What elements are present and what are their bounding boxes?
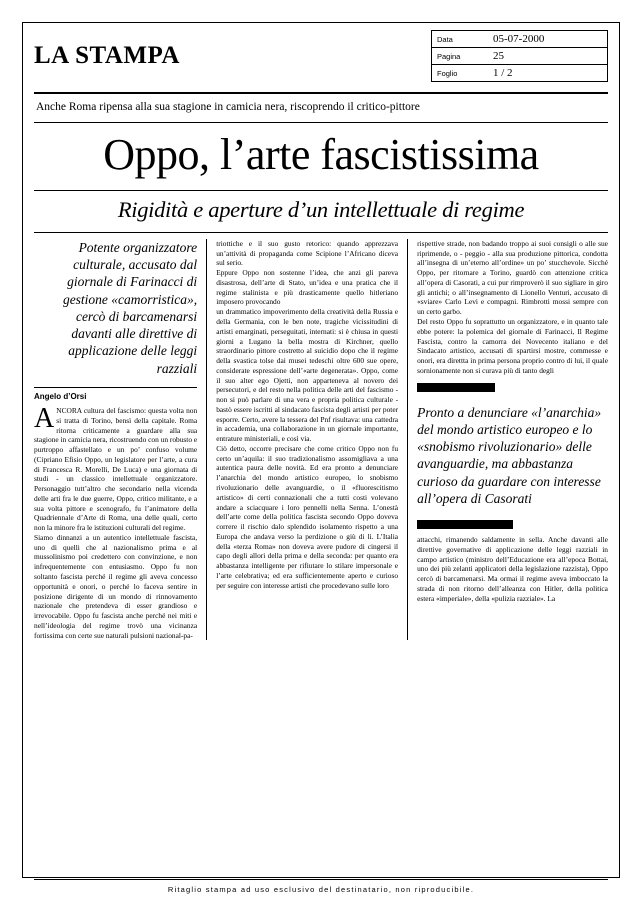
article-columns — [34, 239, 608, 641]
paragraph: rispettive strade, non badando troppo ai suoi consigli o alle sue riprimende, o - peggio - alla sua produzione pittorica, condotta all’insegna di un’eterno all’ordine» un po’ stucchevole. Sicché Oppo, per ritornare a Torino, guardò con attenzione critica all’opera di Casorati, a cui pur rimproverò il suo sigliare in giro gli antichi; o all’insegnamento di Lionello Venturi, accusato di «sviare» Carlo Levi e compagni. Rimbrotti mossi sempre con un certo garbo. — [417, 238, 608, 317]
meta-value-page: 25 — [493, 50, 504, 62]
clipping-meta-box — [431, 30, 608, 82]
meta-value-date: 05-07-2000 — [493, 33, 545, 45]
meta-row-sheet — [432, 65, 607, 81]
meta-label-date: Data — [437, 34, 453, 44]
column-three-body-top — [417, 239, 608, 376]
newspaper-logo: LA STAMPA — [34, 42, 180, 69]
article-subhead: Rigidità e aperture d’un intellettuale di regime — [117, 196, 525, 222]
redaction-bar-bottom — [417, 520, 513, 529]
paragraph: Ciò detto, occorre precisare che come critico Oppo non fu certo un’aquila: il suo tradizionalismo assomigliava a una autentica paura delle novità. Ed era pronto a denunciare l’anarchia del mondo artistico europeo, lo snobismo rivoluzionario delle avanguardie, o il «fluorescitismo artistico» di certi connazionali che a tutti costi volevano andare a sciacquare i loro pennelli nella Senna. L’onestà dell’arte come della politica fascista secondo Oppo doveva correre il rischio dalo splendido isolamento rispetto a una Europa che andava verso la perdizione o giù di lì. L’Italia della «terza Roma» non doveva avere pudore di cingersi il capo degli allori della prima e della seconda: per quanto era abbastanza intelligente per rifiutare lo stilare impersonale e l’arte celebrativa; ed era sufficientemente aperto e curioso per seguire con interesse artisti che procedevano sulle loro — [216, 443, 399, 590]
column-one-body — [34, 403, 198, 640]
page-content — [34, 30, 608, 870]
column-three — [407, 239, 608, 641]
column-two-body — [216, 239, 398, 591]
article-byline: Angelo d’Orsi — [34, 387, 197, 401]
paragraph: Del resto Oppo fu soprattutto un organizzatore, e in quanto tale ebbe potere: la polemica del giornale di Farinacci, Il Regime Fascista, contro la camorra dei Novecento italiano e del Sindacato artistico, accusati di spartirsi mostre, commesse e onori, era direttta in prima persona proprio contro di lui, il quale sornionamente non si curava più di tanto degli — [417, 317, 608, 375]
meta-value-sheet: 1 / 2 — [493, 67, 513, 79]
paragraph: triottiche e il suo gusto retorico: quando apprezzava un’attività di propaganda come Scipione l’Africano diceva sul serio. — [216, 238, 399, 268]
column-three-body-bottom — [417, 535, 608, 603]
meta-row-page — [432, 48, 607, 65]
article-pullquote: Pronto a denunciare «l’anarchia» del mondo artistico europeo e lo «snobismo rivoluzionario» delle avanguardie, ma abbastanza curioso da guardare con interesse all’opera di Casorati — [417, 404, 602, 506]
article-headline: Oppo, l’arte fascistissima — [103, 130, 539, 179]
paragraph: attacchi, rimanendo saldamente in sella. Anche davanti alle direttive governative di applicazione delle leggi razziali in campo artistico (ministro dell’Educazione era all’epoca Bottai, uno dei più zelanti applicatori della legislazione razzista), Oppo cercò di barcamenarsi. Ma ormai il regime aveva imboccato la strada di non ritorno dell’alleanza con Hitler, della politica estera «imperiale», della «pulizia razziale». La — [417, 535, 608, 603]
clipping-footer-note: Ritaglio stampa ad uso esclusivo del destinatario, non riproducibile. — [34, 879, 608, 894]
subhead-divider — [34, 232, 608, 233]
masthead — [34, 30, 608, 90]
redaction-bar-top — [417, 383, 495, 392]
paragraph: ANCORA cultura del fascismo: questa volta non si tratta di Torino, bensì della capitale. Roma ritorna criticamente a guardare alla sua stagione in camicia nera, ricostruendo con un robusto e purtroppo affastellato e un po’ confuso volume (Cipriano Efisio Oppo, un legislatore per l’arte, a cura di Francesca R. Morelli, De Luca) e una giornata di studi - un classico intellettuale organizzatore. Personaggio tutt’altro che secondario nella vicenda delle arti fra le due guerre, Oppo, critico militante, e a sua volta pittore e scenografo, fu l’animatore della Quadriennale d’Arte di Roma, una delle quali, certo non la minore fra le istituzioni culturali del regime. — [34, 403, 198, 533]
article-lead: Potente organizzatore culturale, accusato dal giornale di Farinacci di gestione «camorristica», cercò di barcamenarsi davanti alle direttive di applicazione delle leggi razziali — [62, 239, 198, 376]
paragraph: Eppure Oppo non sostenne l’idea, che anzi gli pareva disastrosa, dell’arte di Stato, un’idea e una pratica che il regime stalinista e più drasticamente quello hitleriano imposero provocando — [216, 268, 399, 307]
meta-label-page: Pagina — [437, 51, 461, 61]
paragraph: Siamo dinnanzi a un autentico intellettuale fascista, uno di quelli che al nazionalismo prima e al mussolinismo poi credettero con convinzione, e non infrequentemente con entusiasmo. Oppo fu non soltanto fascista perché il regime gli aveva concesso opportunità e onori, o perché lo faceva sentire in posizione dirigente di un mondo di rinnovamento nazionale che pretendeva di esser grandioso e irrevocabile. Oppo fu fascista anche perché nei miti e nell’ideologia del regime trovò una vicinanza fortissima con certe sue naturali pulsioni nazional-pa- — [34, 532, 198, 640]
paragraph: un drammatico impoverimento della creatività della Russia e della Germania, con le ben note, tragiche vicissitudini di artisti emarginati, perseguitati, internati: si è chiusa in questi giorni a Lugano la bella mostra di Kirchner, quello straordinario pittore costretto al suicidio dopo che il regime della svastica tolse dai musei tedeschi oltre 600 sue opere, considerate espressione dell’«arte degenerata». Oppo, come il suo alter ego Ojetti, non apparteneva al novero dei persecutori, e del resto nella politica delle arti del fascismo - non si può parlare di una vera e propria politica culturale - bastò essere iscritti al sindacato fascista degli artisti per poter esporre. Certo, avere la tessera del Pnf risultava: una cattedra in accademia, una collaborazione in un giornale importante, entrature ministeriali, e così via. — [216, 307, 399, 444]
meta-label-sheet: Foglio — [437, 68, 458, 78]
column-two — [206, 239, 407, 641]
meta-row-date — [432, 31, 607, 48]
column-one — [34, 239, 206, 641]
article-kicker: Anche Roma ripensa alla sua stagione in camicia nera, riscoprendo il critico-pittore — [36, 101, 420, 113]
